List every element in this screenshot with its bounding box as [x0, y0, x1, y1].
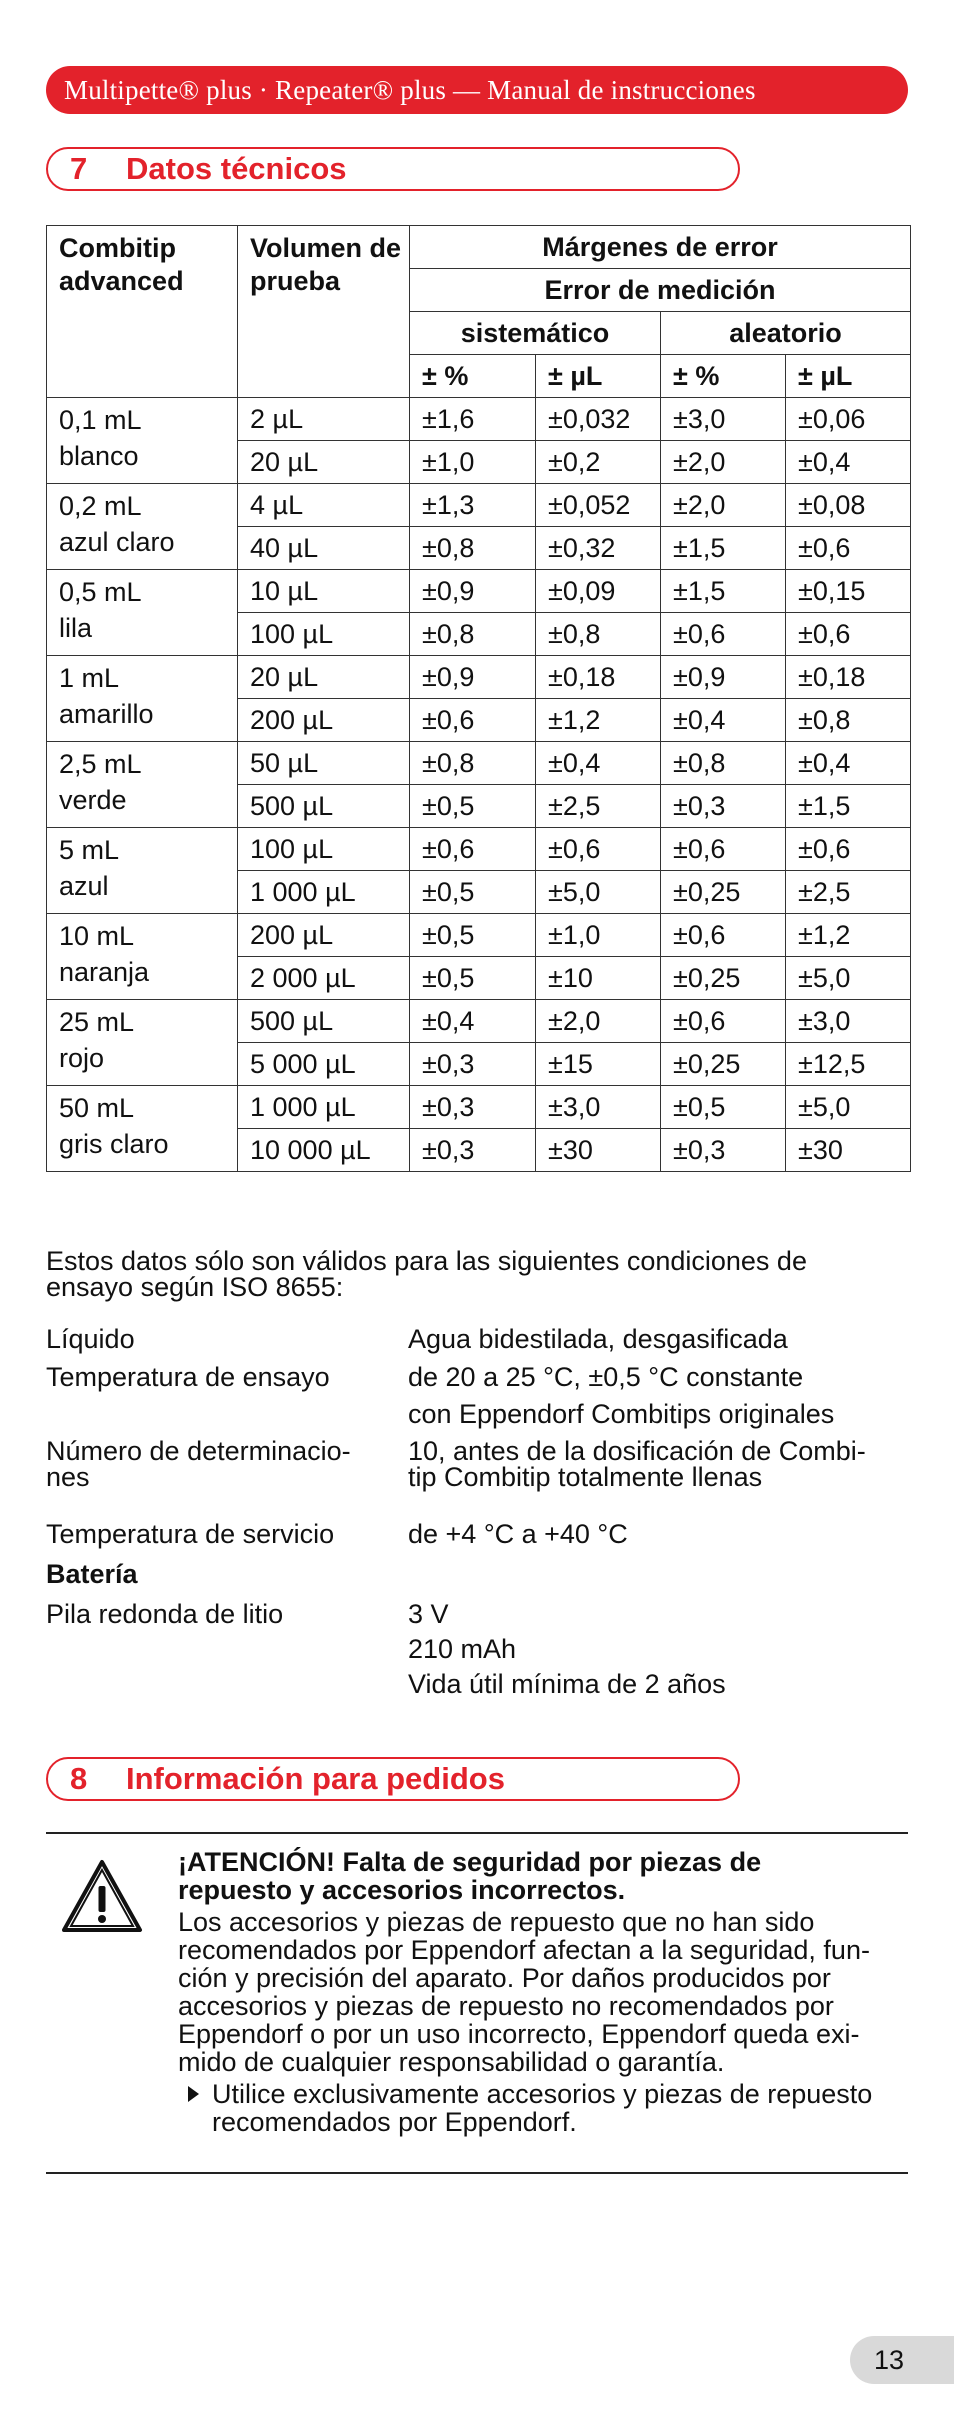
header-combitip: Combitip advanced [47, 226, 238, 398]
condition-value: de +4 °C a +40 °C [408, 1519, 628, 1549]
condition-value-line: 3 V [408, 1599, 449, 1629]
sys-ul-cell: ±0,2 [536, 441, 661, 484]
table-row [47, 398, 911, 441]
rnd-pct-cell: ±0,9 [661, 656, 786, 699]
sys-ul-cell: ±0,6 [536, 828, 661, 871]
header-volume: Volumen de prueba [238, 226, 410, 398]
section-title: Información para pedidos [126, 1761, 505, 1796]
rnd-pct-cell: ±0,25 [661, 957, 786, 1000]
volume-cell: 200 µL [238, 914, 410, 957]
combitip-cell [47, 742, 238, 828]
sys-pct-cell: ±0,8 [410, 527, 536, 570]
sys-ul-cell: ±2,0 [536, 1000, 661, 1043]
section-title: Datos técnicos [126, 151, 347, 186]
rnd-ul-cell: ±5,0 [786, 957, 911, 1000]
combitip-cell-line: 10 mL [59, 921, 135, 951]
condition-label-line: Número de determinacio- [46, 1436, 351, 1466]
page-number: 13 [874, 2345, 905, 2375]
sys-pct-cell: ±0,6 [410, 828, 536, 871]
rnd-ul-cell: ±30 [786, 1129, 911, 1172]
header-sys-pct: ± % [410, 355, 536, 398]
combitip-cell [47, 484, 238, 570]
sys-ul-cell: ±30 [536, 1129, 661, 1172]
table-row [47, 914, 911, 957]
volume-cell: 10 000 µL [238, 1129, 410, 1172]
header-rnd-ul: ± µL [786, 355, 911, 398]
combitip-cell-line: 0,2 mL [59, 491, 142, 521]
combitip-cell [47, 570, 238, 656]
combitip-cell [47, 398, 238, 484]
combitip-cell-line: rojo [59, 1043, 105, 1073]
rnd-pct-cell: ±0,25 [661, 871, 786, 914]
section-heading-8 [46, 1757, 740, 1801]
rnd-pct-cell: ±0,6 [661, 613, 786, 656]
sys-ul-cell: ±0,32 [536, 527, 661, 570]
validity-note [46, 1248, 906, 1300]
sys-ul-cell: ±0,18 [536, 656, 661, 699]
condition-label [46, 1438, 386, 1490]
combitip-cell-line: blanco [59, 441, 139, 471]
sys-pct-cell: ±0,3 [410, 1086, 536, 1129]
volume-cell: 1 000 µL [238, 1086, 410, 1129]
sys-pct-cell: ±0,8 [410, 742, 536, 785]
sys-ul-cell: ±3,0 [536, 1086, 661, 1129]
volume-cell: 100 µL [238, 613, 410, 656]
bullet-arrow-icon [188, 2086, 199, 2102]
combitip-cell-line: lila [59, 613, 93, 643]
rnd-ul-cell: ±0,6 [786, 828, 911, 871]
condition-value-line: Vida útil mínima de 2 años [408, 1669, 726, 1699]
section-number: 8 [70, 1761, 88, 1796]
sys-ul-cell: ±1,0 [536, 914, 661, 957]
volume-cell: 500 µL [238, 1000, 410, 1043]
sys-pct-cell: ±0,9 [410, 656, 536, 699]
sys-pct-cell: ±0,5 [410, 871, 536, 914]
rnd-pct-cell: ±0,8 [661, 742, 786, 785]
rnd-pct-cell: ±0,6 [661, 828, 786, 871]
combitip-cell-line: azul [59, 871, 109, 901]
sys-ul-cell: ±15 [536, 1043, 661, 1086]
table-row [47, 484, 911, 527]
rnd-pct-cell: ±3,0 [661, 398, 786, 441]
condition-value [408, 1438, 908, 1490]
header-measurement-error: Error de medición [410, 269, 911, 312]
combitip-cell [47, 656, 238, 742]
warning-body-line: ción y precisión del aparato. Por daños producidos por [178, 1963, 831, 1993]
table-row [47, 1086, 911, 1129]
warning-bullet [178, 2080, 908, 2136]
rnd-pct-cell: ±2,0 [661, 484, 786, 527]
warning-bullet-line: recomendados por Eppendorf. [212, 2107, 577, 2137]
combitip-cell-line: 25 mL [59, 1007, 135, 1037]
rnd-pct-cell: ±0,3 [661, 1129, 786, 1172]
combitip-cell-line: amarillo [59, 699, 154, 729]
volume-cell: 5 000 µL [238, 1043, 410, 1086]
combitip-cell-line: 0,1 mL [59, 405, 142, 435]
warning-body-line: recomendados por Eppendorf afectan a la seguridad, fun- [178, 1935, 870, 1965]
rnd-pct-cell: ±0,6 [661, 1000, 786, 1043]
sys-pct-cell: ±0,5 [410, 957, 536, 1000]
header-systematic: sistemático [410, 312, 661, 355]
rnd-ul-cell: ±3,0 [786, 1000, 911, 1043]
warning-body-line: mido de cualquier responsabilidad o garantía. [178, 2047, 725, 2077]
condition-label: Líquido [46, 1324, 135, 1354]
sys-pct-cell: ±1,0 [410, 441, 536, 484]
condition-value [408, 1599, 908, 1699]
warning-title [178, 1848, 908, 1904]
rnd-ul-cell: ±0,06 [786, 398, 911, 441]
rnd-ul-cell: ±1,5 [786, 785, 911, 828]
section-heading-7 [46, 147, 740, 191]
header-bar [46, 66, 908, 114]
warning-body-line: Los accesorios y piezas de repuesto que no han sido [178, 1907, 815, 1937]
table-row [47, 570, 911, 613]
volume-cell: 20 µL [238, 441, 410, 484]
sys-pct-cell: ±0,4 [410, 1000, 536, 1043]
rnd-pct-cell: ±0,4 [661, 699, 786, 742]
table-row [47, 656, 911, 699]
combitip-cell-line: 1 mL [59, 663, 120, 693]
volume-cell: 4 µL [238, 484, 410, 527]
rnd-pct-cell: ±0,6 [661, 914, 786, 957]
condition-label-line: nes [46, 1462, 90, 1492]
warning-bullet-line: Utilice exclusivamente accesorios y piezas de repuesto [212, 2079, 873, 2109]
error-margins-table [46, 225, 911, 1172]
condition-label: Pila redonda de litio [46, 1599, 284, 1629]
warning-body [178, 1908, 908, 2076]
rnd-ul-cell: ±0,4 [786, 441, 911, 484]
combitip-cell [47, 914, 238, 1000]
header-rnd-pct: ± % [661, 355, 786, 398]
rnd-ul-cell: ±12,5 [786, 1043, 911, 1086]
combitip-cell-line: 50 mL [59, 1093, 135, 1123]
rnd-ul-cell: ±0,18 [786, 656, 911, 699]
volume-cell: 20 µL [238, 656, 410, 699]
rnd-ul-cell: ±0,6 [786, 527, 911, 570]
rnd-ul-cell: ±0,6 [786, 613, 911, 656]
sys-ul-cell: ±0,032 [536, 398, 661, 441]
rnd-ul-cell: ±2,5 [786, 871, 911, 914]
warning-block [178, 1848, 908, 2136]
rnd-ul-cell: ±5,0 [786, 1086, 911, 1129]
combitip-cell [47, 828, 238, 914]
sys-pct-cell: ±0,3 [410, 1129, 536, 1172]
sys-ul-cell: ±5,0 [536, 871, 661, 914]
combitip-cell [47, 1000, 238, 1086]
sys-pct-cell: ±0,8 [410, 613, 536, 656]
sys-pct-cell: ±0,5 [410, 914, 536, 957]
warning-body-line: accesorios y piezas de repuesto no recomendados por [178, 1991, 834, 2021]
rnd-ul-cell: ±0,8 [786, 699, 911, 742]
warning-bottom-rule [46, 2172, 908, 2174]
warning-triangle-icon [60, 1858, 144, 1934]
sys-pct-cell: ±0,9 [410, 570, 536, 613]
sys-ul-cell: ±0,8 [536, 613, 661, 656]
sys-pct-cell: ±0,3 [410, 1043, 536, 1086]
sys-pct-cell: ±1,3 [410, 484, 536, 527]
combitip-cell-line: naranja [59, 957, 150, 987]
battery-heading-text: Batería [46, 1559, 138, 1589]
sys-ul-cell: ±0,09 [536, 570, 661, 613]
table-row [47, 1000, 911, 1043]
condition-value-line: de 20 a 25 °C, ±0,5 °C constante [408, 1362, 804, 1392]
note-line: Estos datos sólo son válidos para las siguientes condiciones de [46, 1246, 807, 1276]
combitip-cell-line: verde [59, 785, 127, 815]
rnd-pct-cell: ±0,3 [661, 785, 786, 828]
table-row [47, 828, 911, 871]
condition-value [408, 1362, 908, 1429]
sys-ul-cell: ±2,5 [536, 785, 661, 828]
volume-cell: 1 000 µL [238, 871, 410, 914]
manual-title: Multipette® plus · Repeater® plus — Manual de instrucciones [64, 75, 756, 105]
header-random: aleatorio [661, 312, 911, 355]
warning-title-line: ¡ATENCIÓN! Falta de seguridad por piezas de [178, 1847, 762, 1877]
volume-cell: 2 000 µL [238, 957, 410, 1000]
volume-cell: 500 µL [238, 785, 410, 828]
condition-value: Agua bidestilada, desgasificada [408, 1324, 788, 1354]
condition-value-line: 210 mAh [408, 1634, 517, 1664]
condition-value-line: tip Combitip totalmente llenas [408, 1462, 763, 1492]
rnd-ul-cell: ±0,4 [786, 742, 911, 785]
combitip-cell-line: azul claro [59, 527, 175, 557]
rnd-pct-cell: ±0,25 [661, 1043, 786, 1086]
combitip-cell-line: gris claro [59, 1129, 169, 1159]
combitip-cell [47, 1086, 238, 1172]
sys-pct-cell: ±1,6 [410, 398, 536, 441]
rnd-pct-cell: ±2,0 [661, 441, 786, 484]
condition-label: Temperatura de ensayo [46, 1362, 330, 1392]
volume-cell: 40 µL [238, 527, 410, 570]
condition-label: Temperatura de servicio [46, 1519, 335, 1549]
rnd-ul-cell: ±0,08 [786, 484, 911, 527]
volume-cell: 100 µL [238, 828, 410, 871]
warning-title-line: repuesto y accesorios incorrectos. [178, 1875, 626, 1905]
section-number: 7 [70, 151, 88, 186]
volume-cell: 200 µL [238, 699, 410, 742]
rnd-pct-cell: ±1,5 [661, 527, 786, 570]
sys-ul-cell: ±10 [536, 957, 661, 1000]
rnd-pct-cell: ±0,5 [661, 1086, 786, 1129]
rnd-ul-cell: ±1,2 [786, 914, 911, 957]
volume-cell: 50 µL [238, 742, 410, 785]
sys-ul-cell: ±0,4 [536, 742, 661, 785]
warning-top-rule [46, 1832, 908, 1834]
combitip-cell-line: 2,5 mL [59, 749, 142, 779]
volume-cell: 2 µL [238, 398, 410, 441]
page-number-badge [850, 2336, 954, 2384]
table-row [47, 742, 911, 785]
rnd-ul-cell: ±0,15 [786, 570, 911, 613]
sys-ul-cell: ±0,052 [536, 484, 661, 527]
rnd-pct-cell: ±1,5 [661, 570, 786, 613]
condition-value-line: con Eppendorf Combitips originales [408, 1399, 835, 1429]
sys-ul-cell: ±1,2 [536, 699, 661, 742]
volume-cell: 10 µL [238, 570, 410, 613]
header-sys-ul: ± µL [536, 355, 661, 398]
note-line: ensayo según ISO 8655: [46, 1272, 344, 1302]
header-error-margins: Márgenes de error [410, 226, 911, 269]
combitip-cell-line: 5 mL [59, 835, 120, 865]
sys-pct-cell: ±0,5 [410, 785, 536, 828]
condition-value-line: 10, antes de la dosificación de Combi- [408, 1436, 866, 1466]
combitip-cell-line: 0,5 mL [59, 577, 142, 607]
sys-pct-cell: ±0,6 [410, 699, 536, 742]
warning-body-line: Eppendorf o por un uso incorrecto, Eppendorf queda exi- [178, 2019, 860, 2049]
